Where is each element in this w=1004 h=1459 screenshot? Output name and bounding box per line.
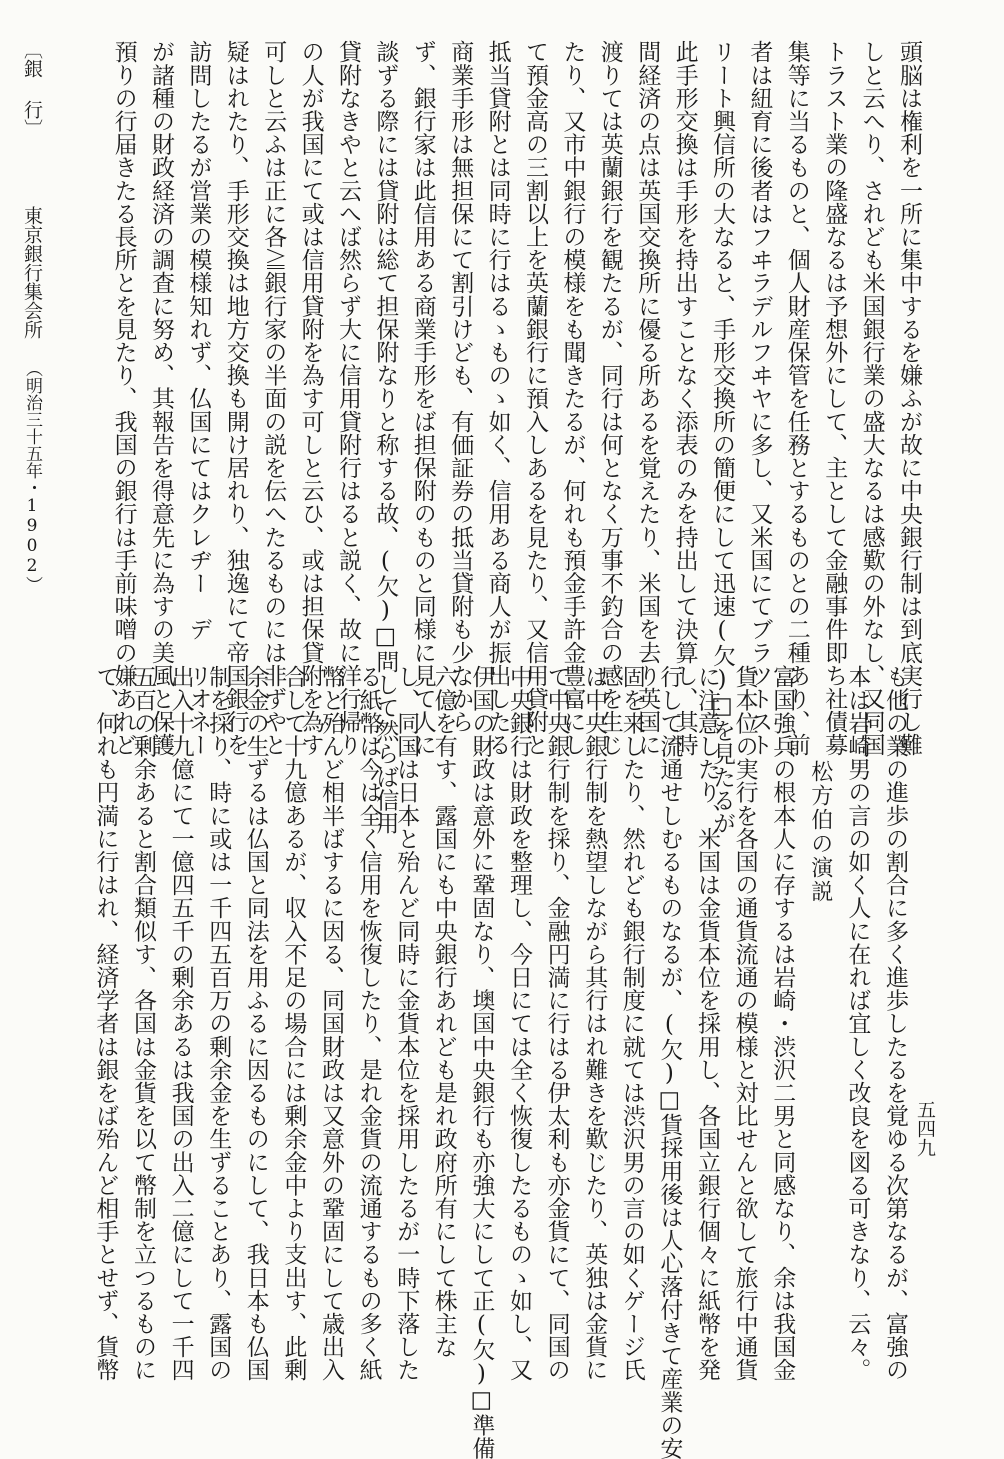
lower-text-column: 幣と殆んど相半ばするに因る、同国財政は又意外の鞏固にして歳出入 bbox=[318, 665, 344, 1382]
upper-text-column: 預りの行届きたる長所とを見たり、我国の銀行は手前味噌の嫌あれど bbox=[110, 40, 137, 757]
upper-text-column: 集等に当るものと、個人財産保管を任務とするものとの二種あり、前 bbox=[783, 40, 810, 757]
lower-text-column: 合して十九億あるが、収入不足の場合には剰余金中より支出す、此剰 bbox=[280, 665, 307, 1382]
upper-text-column: の人が我国にて或は信用貸附を為す可しと云ひ、或は担保貸附を為す bbox=[297, 40, 324, 757]
upper-text-column: 者は紐育に後者はフヰラデルフヰヤに多し、又米国にてブラツトスト bbox=[746, 40, 773, 757]
lower-text-column: 六億を有す、露国にも中央銀行あれども是れ政府所有にして株主な bbox=[430, 665, 457, 1358]
lower-text-column: 余金の生ずるは仏国と同法を用ふるに因るものにして、我日本も仏国 bbox=[242, 665, 269, 1382]
upper-text-column: しと云へり、されども米国銀行業の盛大なるは感歎の外なし、又同国 bbox=[858, 40, 885, 757]
upper-text-column: が諸種の財政経済の調査に努め、其報告を得意先に為すの美風と保護 bbox=[148, 40, 174, 757]
lower-text-column: し、同国は日本と殆んど同時に金貨本位を採用したるが一時下落した bbox=[393, 665, 420, 1382]
lower-text-column: 本は岩崎男の言の如く人に在れば宜しく改良を図る可きなり、云々。 bbox=[844, 665, 871, 1382]
upper-text-column: 可しと云ふは正に各≧銀行家の半面の説を伝へたるものには非ずやと bbox=[260, 40, 287, 757]
lower-text-column: て中央銀行制を採り、金融円満に行はる伊太利も亦金貨にて、同国の bbox=[543, 665, 570, 1382]
lower-text-column: 五百の剰余あると割合類似す、各国は金貨を以て幣制を立つるものに bbox=[130, 665, 156, 1382]
lower-text-column: 富国強兵の根本人に存するは岩崎・渋沢二男と同感なり、余は我国金 bbox=[769, 665, 796, 1382]
footer-publisher: 東京銀行集会所 bbox=[21, 206, 43, 339]
footer-category: 〔銀 行〕 bbox=[21, 40, 43, 138]
lower-text-column: は中央銀行制を熱望しながら其行はれ難きを歎じたり、英独は金貨に bbox=[581, 665, 608, 1382]
upper-text-column: て預金高の三割以上を英蘭銀行に預入しあるを見たり、又信用貸附と bbox=[522, 40, 548, 757]
upper-text-column: 疑はれたり、手形交換は地方交換も開け居れり、独逸にて帝国銀行を bbox=[222, 40, 249, 757]
lower-text-column: る紙幣は今は全く信用を恢復したり、是れ金貨の流通するもの多く紙 bbox=[355, 665, 382, 1382]
upper-text-column: 抵当貸附とは同時に行はるゝものゝ如く、信用ある商人が振出したる bbox=[484, 40, 511, 757]
upper-text-column: たり、又市中銀行の模様をも聞きたるが、何れも預金手許金豊富にし bbox=[559, 40, 586, 757]
upper-text-column: 貸附なきやと云へば然らず大に信用貸附行はると説く、故に洋行帰り bbox=[335, 40, 361, 757]
upper-text-column: ず、銀行家は此信用ある商業手形をば担保附のものと同様に見て人に bbox=[409, 40, 436, 757]
upper-text-column: トラスト業の隆盛なるは予想外にして、主として金融事件即ち社債募 bbox=[821, 40, 848, 757]
upper-text-column: リート興信所の大なると、手形交換所の簡便にして迅速(欠)□を見たるが bbox=[709, 40, 735, 835]
footer-date: （明治三十五年・1902） bbox=[22, 360, 42, 593]
upper-text-column: 頭脳は権利を一所に集中するを嫌ふが故に中央銀行制は到底実行し難 bbox=[896, 40, 922, 757]
upper-text-column: 間経済の点は英国交換所に優る所あるを覚えたり、米国を去り英国に bbox=[634, 40, 661, 757]
upper-text-column: 此手形交換は手形を持出すことなく添表のみを持出して決算し、其時 bbox=[671, 40, 698, 757]
lower-text-column: 貨本位の実行を各国の通貨流通の模様と対比せんと欲して旅行中通貨 bbox=[731, 665, 758, 1382]
upper-text-column: 渡りては英蘭銀行を観たるが、同行は何となく万事不釣合の感を生じ bbox=[596, 40, 623, 757]
lower-text-column: 伊国の財政は意外に鞏固なり、墺国中央銀行も亦強大にして正(欠)□準備 bbox=[468, 665, 495, 1459]
lower-text-column: 制を採り、時に或は一千四五百万の剰余金を生ずることあり、露国の bbox=[205, 665, 232, 1382]
section-heading: 松方伯の演説 bbox=[807, 760, 833, 904]
lower-text-column: も他の業の進歩の割合に多く進歩したるを覚ゆる次第なるが、富強の bbox=[882, 665, 908, 1382]
lower-text-column: に注意したり、米国は金貨本位を採用し、各国立銀行個々に紙幣を発 bbox=[694, 665, 720, 1382]
lower-text-column: 行して流通せしむるものなるが、(欠)□貨採用後は人心落付きて産業の安 bbox=[656, 665, 683, 1459]
upper-text-column: 商業手形は無担保にて割引けども、有価証券の抵当貸附も少なから bbox=[447, 40, 474, 733]
upper-text-column: 談ずる際には貸附は総て担保附なりと称する故、(欠)□問して然らば信用 bbox=[372, 40, 399, 835]
lower-text-column: 出入十九億にて一億四五千の剰余あるは我国の出入二億にして一千四 bbox=[167, 665, 194, 1382]
lower-text-column: 固を来したり、然れども銀行制度に就ては渋沢男の言の如くゲージ氏 bbox=[618, 665, 645, 1382]
upper-text-column: 訪問したるが営業の模様知れず、仏国にてはクレヂー デ リオネー bbox=[185, 40, 212, 757]
page-number: 五四九 bbox=[914, 1100, 936, 1157]
lower-text-column: 中央銀行は財政を整理し、今日にては全く恢復したるものゝ如し、又 bbox=[506, 665, 532, 1382]
lower-text-column: て、何れも円満に行はれ、経済学者は銀をば殆んど相手とせず、貨幣 bbox=[92, 665, 119, 1382]
